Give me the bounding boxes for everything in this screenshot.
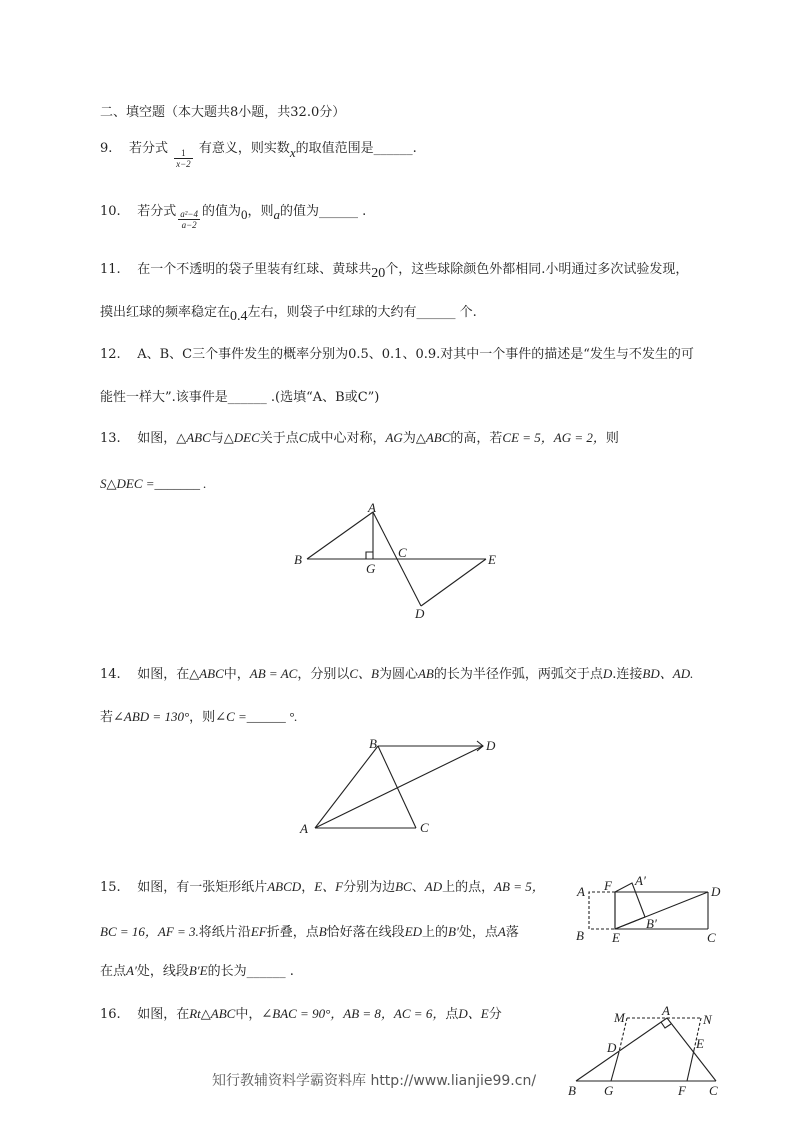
q10-fraction-numerator: a²−4 xyxy=(180,209,199,219)
q14-bd-ad: BD、AD. xyxy=(642,666,694,681)
q9-text-a: 若分式 xyxy=(128,141,168,156)
q13-text-1b: 与△ xyxy=(210,431,234,446)
question-14-line-1 xyxy=(100,665,693,684)
q14-text-1c: ，分别以 xyxy=(297,667,350,682)
q9-text-b: 有意义，则实数 xyxy=(198,141,290,156)
q15-text-3a: 在点 xyxy=(100,964,127,979)
fig16-segment-ab xyxy=(576,1018,667,1081)
q14-text-1f: .连接 xyxy=(612,667,643,682)
question-16-line-1 xyxy=(100,1005,502,1024)
question-15-line-3 xyxy=(100,962,294,981)
q10-text-c: ，则 xyxy=(247,204,274,219)
fig15-label-a-prime: A′ xyxy=(635,873,646,888)
q13-ag: AG xyxy=(385,430,403,445)
fig13-label-b: B xyxy=(294,552,302,567)
q15-text-1a: 如图，有一张矩形纸片 xyxy=(137,880,268,895)
q9-text-c: 的取值范围是______. xyxy=(295,141,417,156)
q13-abc-2: ABC xyxy=(425,430,451,445)
q15-text-1e: 上的点， xyxy=(442,880,495,895)
q13-text-1d: 成中心对称， xyxy=(307,431,386,446)
q16-rt-abc: Rt△ABC xyxy=(189,1006,236,1021)
q15-text-2b: 将纸片沿 xyxy=(198,925,251,940)
fig16-label-a: A xyxy=(662,1003,670,1018)
fig16-label-e: E xyxy=(696,1036,704,1051)
q14-d: D xyxy=(602,666,613,681)
q10-text-b: 的值为 xyxy=(202,204,242,219)
q14-number: 14. xyxy=(100,667,121,682)
q10-fraction xyxy=(178,209,200,230)
fig14-label-c: C xyxy=(420,820,429,835)
q15-ab-value: AB = 5， xyxy=(494,879,545,894)
question-15-line-2 xyxy=(100,923,519,942)
q13-dec: DEC xyxy=(233,430,260,445)
fig16-label-b: B xyxy=(568,1083,576,1098)
q16-text-1c: 点 xyxy=(445,1007,459,1022)
q9-number: 9. xyxy=(100,141,113,156)
fig15-label-e: E xyxy=(612,930,620,945)
q14-text-1a: 如图，在△ xyxy=(137,667,200,682)
q15-b-prime: B′ xyxy=(448,924,459,939)
question-12-line-1 xyxy=(100,346,694,364)
q11-frequency: 0.4 xyxy=(230,309,248,324)
fig13-label-e: E xyxy=(488,552,496,567)
figure-15 xyxy=(572,872,732,947)
q15-ad: AD xyxy=(424,879,443,894)
q15-a: A xyxy=(497,924,506,939)
q14-text-1d: 为圆心 xyxy=(378,667,418,682)
q13-text-1f: 的高，若 xyxy=(450,431,503,446)
fig16-label-c: C xyxy=(709,1083,718,1098)
q12-text-2: 能性一样大”.该事件是______ .(选填“A、B或C”) xyxy=(100,390,380,405)
q14-angle-abd: ∠ABD = 130° xyxy=(113,709,190,724)
question-9 xyxy=(100,138,417,169)
q15-ef: E、F xyxy=(314,879,344,894)
question-11-line-1 xyxy=(100,261,688,279)
fig14-label-a: A xyxy=(300,821,308,836)
question-13-line-1 xyxy=(100,429,619,448)
q11-text-1a: 在一个不透明的袋子里装有红球、黄球共 xyxy=(137,262,372,277)
question-11-line-2 xyxy=(100,304,477,322)
q9-variable: x xyxy=(289,145,296,160)
q14-text-2a: 若 xyxy=(100,710,114,725)
fig13-segment-de xyxy=(421,559,486,606)
fig15-label-f: F xyxy=(604,878,612,893)
fig13-segment-ab xyxy=(307,512,373,559)
question-10 xyxy=(100,201,367,230)
q13-text-1g: 则 xyxy=(605,431,619,446)
question-12-line-2 xyxy=(100,389,379,407)
q11-text-2a: 摸出红球的频率稳定在 xyxy=(100,305,231,320)
fig16-label-m: M xyxy=(614,1010,625,1025)
fig14-label-b: B xyxy=(369,736,377,751)
q15-ef-2: EF xyxy=(250,924,267,939)
q13-number: 13. xyxy=(100,431,121,446)
q15-text-3c: 的长为______ . xyxy=(207,964,294,979)
q15-text-2f: 处，点 xyxy=(458,925,498,940)
q15-text-2c: 折叠，点 xyxy=(266,925,319,940)
fig14-segment-ab xyxy=(315,746,378,828)
q15-text-3b: 处，线段 xyxy=(136,964,189,979)
fig15-label-a: A xyxy=(577,884,585,899)
q15-text-2e: 上的 xyxy=(422,925,449,940)
q15-text-1c: 分别为边 xyxy=(343,880,396,895)
q15-abcd: ABCD xyxy=(267,879,302,894)
q13-text-1c: 关于点 xyxy=(259,431,299,446)
q9-fraction xyxy=(174,148,193,169)
figure-13 xyxy=(290,500,510,625)
fig13-label-d: D xyxy=(415,606,425,621)
q15-text-1d: 、 xyxy=(411,880,425,895)
q10-variable: a xyxy=(273,207,281,222)
q16-de: D、E xyxy=(458,1006,489,1021)
q16-text-1a: 如图，在 xyxy=(137,1007,190,1022)
fig15-label-c: C xyxy=(707,930,716,945)
q15-a-prime: A′ xyxy=(126,963,137,978)
q14-abc: ABC xyxy=(199,666,224,681)
fig16-right-angle-mark xyxy=(661,1022,671,1028)
q10-fraction-denominator: a−2 xyxy=(181,220,197,230)
q15-text-1b: ， xyxy=(301,880,315,895)
q15-b-prime-e: B′E xyxy=(188,963,208,978)
q16-text-1b: 中， xyxy=(235,1007,262,1022)
q14-text-1e: 的长为半径作弧，两弧交于点 xyxy=(433,667,603,682)
q12-number: 12. xyxy=(100,347,121,362)
q16-conditions: ∠BAC = 90°，AB = 8，AC = 6， xyxy=(261,1006,446,1021)
q16-number: 16. xyxy=(100,1007,121,1022)
fig16-label-g: G xyxy=(604,1083,614,1098)
q14-ab-eq-ac: AB = AC xyxy=(249,666,298,681)
fig15-folded-quad xyxy=(615,883,645,929)
q14-ab: AB xyxy=(417,666,434,681)
q10-text-a: 若分式 xyxy=(137,204,177,219)
fig14-segment-bc xyxy=(378,746,416,828)
fig13-label-a: A xyxy=(368,500,376,515)
fig16-label-f: F xyxy=(678,1083,686,1098)
q9-fraction-numerator: 1 xyxy=(174,148,193,159)
question-13-line-2: S△DEC =_______ . xyxy=(100,476,207,491)
q12-text-1: A、B、C三个事件发生的概率分别为0.5、0.1、0.9.对其中一个事件的描述是“发生与不发生的可 xyxy=(137,347,694,362)
q13-text-1e: 为△ xyxy=(402,431,426,446)
q11-count: 20 xyxy=(371,266,386,281)
fig16-segment-ef xyxy=(687,1050,694,1081)
q10-zero: 0 xyxy=(241,207,248,222)
fig13-label-c: C xyxy=(398,545,407,560)
fig14-segment-ad xyxy=(315,746,483,828)
question-14-line-2 xyxy=(100,708,297,727)
q16-text-1d: 分 xyxy=(488,1007,502,1022)
figure-16 xyxy=(566,1000,731,1100)
fig16-label-n: N xyxy=(703,1012,712,1027)
q14-cb: C、B xyxy=(349,666,379,681)
q14-text-2b: ，则 xyxy=(189,710,216,725)
fig14-label-d: D xyxy=(486,738,496,753)
q13-given-values: CE = 5，AG = 2， xyxy=(502,430,606,445)
q15-bc: BC xyxy=(395,879,412,894)
q14-text-1b: 中， xyxy=(223,667,250,682)
fig15-label-d: D xyxy=(711,884,721,899)
fig15-label-b: B xyxy=(576,928,584,943)
q11-number: 11. xyxy=(100,262,121,277)
fig16-segment-ac xyxy=(667,1018,716,1081)
q11-text-1b: 个，这些球除颜色外都相同.小明通过多次试验发现， xyxy=(385,262,689,277)
q9-fraction-denominator: x−2 xyxy=(176,159,191,169)
fig13-right-angle-mark xyxy=(366,552,373,559)
q15-b: B xyxy=(318,924,327,939)
q13-abc: ABC xyxy=(186,430,211,445)
q15-bc-af-values: BC = 16，AF = 3. xyxy=(100,924,199,939)
q15-ed: ED xyxy=(404,924,423,939)
fig13-label-g: G xyxy=(366,561,376,576)
q15-number: 15. xyxy=(100,880,121,895)
figure-14 xyxy=(295,735,515,845)
q15-text-2d: 恰好落在线段 xyxy=(326,925,405,940)
question-15-line-1 xyxy=(100,878,545,897)
footer-watermark: 知行教辅资料学霸资料库 http://www.lianjie99.cn/ xyxy=(212,1073,537,1089)
fig15-folded-flap-dashed xyxy=(589,892,615,929)
q11-text-2b: 左右，则袋子中红球的大约有______ 个. xyxy=(247,305,477,320)
fig16-label-d: D xyxy=(607,1040,617,1055)
q13-c: C xyxy=(298,430,308,445)
q15-text-2g: 落 xyxy=(505,925,519,940)
fig15-label-b-prime: B′ xyxy=(646,916,657,931)
q13-text-1a: 如图，△ xyxy=(137,431,187,446)
q10-number: 10. xyxy=(100,204,121,219)
section-title: 二、填空题（本大题共8小题，共32.0分） xyxy=(100,105,346,120)
q10-text-d: 的值为______ . xyxy=(280,204,367,219)
q14-angle-c: ∠C =______ °. xyxy=(215,709,298,724)
